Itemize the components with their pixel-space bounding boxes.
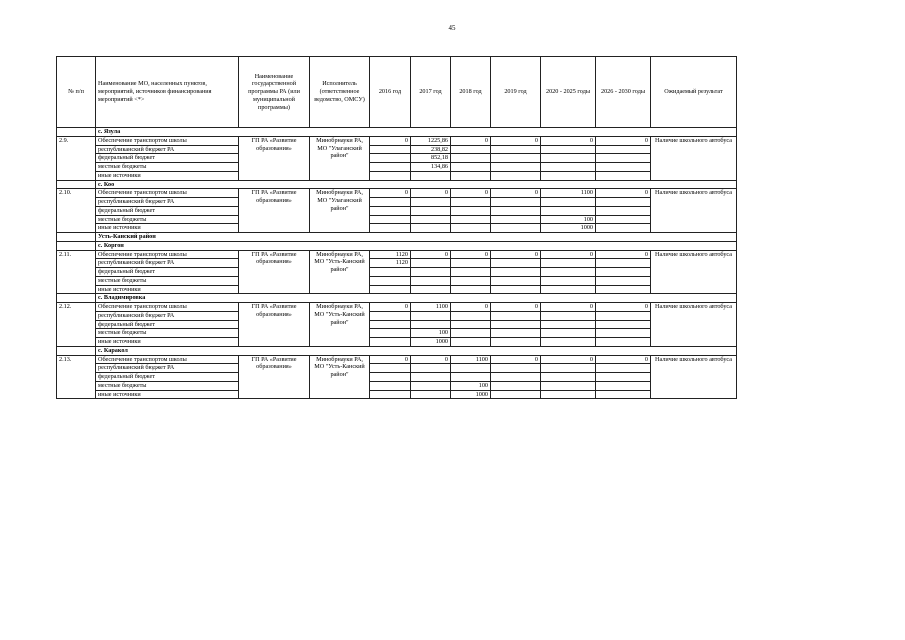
source-value [596,390,651,399]
total-value: 0 [541,355,596,364]
empty-cell [57,346,96,355]
funding-source: местные бюджеты [96,276,239,285]
source-value [451,154,491,163]
executor-name: Минобрнауки РА, МО "Улаганский район" [310,136,370,180]
source-value [491,373,541,382]
header-2020-2025: 2020 - 2025 годы [541,57,596,128]
source-value [541,206,596,215]
total-value: 0 [541,250,596,259]
total-value: 0 [541,136,596,145]
table-row [57,329,737,338]
row-number: 2.11. [57,250,96,294]
program-name: ГП РА «Развитие образования» [239,303,310,347]
table-row [57,303,737,312]
source-value [541,364,596,373]
page-number: 45 [448,24,456,32]
table-row [57,145,737,154]
total-value: 0 [596,189,651,198]
source-value [370,373,411,382]
table-row [57,259,737,268]
funding-source: республиканский бюджет РА [96,198,239,207]
source-value: 852,18 [411,154,451,163]
header-executor: Исполнитель (ответственное ведомство, ОМСУ) [310,57,370,128]
source-value [541,163,596,172]
header-program: Наименование государственной программы РА (или муниципальной программы) [239,57,310,128]
source-value [370,206,411,215]
source-value [411,320,451,329]
district-row [57,233,737,242]
executor-name: Минобрнауки РА, МО "Усть-Канский район" [310,355,370,399]
source-value [541,276,596,285]
table-row [57,381,737,390]
funding-source: федеральный бюджет [96,320,239,329]
row-number: 2.13. [57,355,96,399]
table-header-row [57,57,737,128]
total-value: 0 [370,303,411,312]
source-value [596,145,651,154]
total-value: 0 [491,250,541,259]
funding-source: иные источники [96,224,239,233]
total-value: 0 [596,250,651,259]
header-name: Наименование МО, населенных пунктов, мероприятий, источников финансирования мероприятий <*> [96,57,239,128]
source-value [451,373,491,382]
source-value [491,381,541,390]
source-value [451,198,491,207]
source-value [451,215,491,224]
total-value: 0 [491,355,541,364]
total-value: 0 [451,136,491,145]
source-value [491,259,541,268]
total-value: 0 [451,189,491,198]
source-value [451,276,491,285]
source-value [491,338,541,347]
funding-source: республиканский бюджет РА [96,311,239,320]
expected-result: Наличие школьного автобуса [651,136,737,180]
source-value [411,364,451,373]
locality-row [57,180,737,189]
source-value [541,198,596,207]
table-row [57,163,737,172]
total-value: 0 [411,355,451,364]
funding-source: иные источники [96,338,239,347]
source-value [541,390,596,399]
source-value [370,224,411,233]
source-value [596,268,651,277]
source-value [541,381,596,390]
source-value [411,276,451,285]
source-value [370,154,411,163]
source-value [596,285,651,294]
source-value [541,338,596,347]
table-row [57,206,737,215]
source-value: 238,82 [411,145,451,154]
funding-source: местные бюджеты [96,163,239,172]
source-value: 1000 [451,390,491,399]
source-value [596,215,651,224]
source-value [491,163,541,172]
source-value [491,364,541,373]
source-value [370,338,411,347]
source-value [411,224,451,233]
source-value [370,163,411,172]
source-value [451,145,491,154]
district-name: Усть-Канский район [96,233,737,242]
funding-source: федеральный бюджет [96,268,239,277]
header-2016: 2016 год [370,57,411,128]
expected-result: Наличие школьного автобуса [651,250,737,294]
source-value: 134,86 [411,163,451,172]
source-value [370,320,411,329]
table-row [57,285,737,294]
expected-result: Наличие школьного автобуса [651,355,737,399]
source-value [370,145,411,154]
source-value [451,285,491,294]
source-value [541,320,596,329]
source-value [596,198,651,207]
activity-name: Обеспечение транспортом школы [96,136,239,145]
source-value [491,154,541,163]
source-value [411,373,451,382]
source-value [451,329,491,338]
source-value [596,154,651,163]
table-row [57,373,737,382]
total-value: 0 [370,136,411,145]
source-value [541,154,596,163]
source-value: 1000 [411,338,451,347]
total-value: 0 [451,250,491,259]
source-value [451,338,491,347]
locality-name: с. Каракол [96,346,737,355]
source-value [541,311,596,320]
source-value [451,364,491,373]
expected-result: Наличие школьного автобуса [651,303,737,347]
program-table [56,56,737,399]
source-value [370,381,411,390]
total-value: 1100 [451,355,491,364]
total-value: 0 [370,355,411,364]
source-value [596,224,651,233]
source-value: 1000 [541,224,596,233]
source-value [411,259,451,268]
header-2019: 2019 год [491,57,541,128]
source-value [370,390,411,399]
total-value: 0 [541,303,596,312]
funding-source: иные источники [96,171,239,180]
source-value [370,329,411,338]
source-value [596,171,651,180]
source-value [541,268,596,277]
table-row [57,311,737,320]
table-row [57,198,737,207]
activity-name: Обеспечение транспортом школы [96,355,239,364]
total-value: 0 [596,303,651,312]
source-value [491,390,541,399]
table-row [57,136,737,145]
source-value [370,215,411,224]
source-value [596,259,651,268]
total-value: 0 [411,189,451,198]
source-value [491,311,541,320]
locality-name: с. Язула [96,128,737,137]
source-value [596,381,651,390]
source-value [451,311,491,320]
locality-row [57,294,737,303]
expected-result: Наличие школьного автобуса [651,189,737,233]
source-value [596,276,651,285]
source-value [411,198,451,207]
source-value [411,268,451,277]
row-number: 2.10. [57,189,96,233]
locality-row [57,346,737,355]
empty-cell [57,180,96,189]
source-value [541,145,596,154]
header-2026-2030: 2026 - 2030 годы [596,57,651,128]
activity-name: Обеспечение транспортом школы [96,303,239,312]
funding-source: местные бюджеты [96,215,239,224]
total-value: 0 [370,189,411,198]
source-value [596,163,651,172]
source-value [451,171,491,180]
source-value [370,364,411,373]
empty-cell [57,128,96,137]
table-row [57,355,737,364]
row-number: 2.12. [57,303,96,347]
total-value: 1100 [541,189,596,198]
funding-source: федеральный бюджет [96,373,239,382]
funding-source: местные бюджеты [96,381,239,390]
source-value [541,329,596,338]
source-value [370,285,411,294]
source-value [491,224,541,233]
total-value: 0 [596,136,651,145]
program-name: ГП РА «Развитие образования» [239,189,310,233]
row-number: 2.9. [57,136,96,180]
source-value [411,206,451,215]
table-row [57,250,737,259]
table-row [57,171,737,180]
source-value [491,268,541,277]
funding-source: иные источники [96,390,239,399]
source-value [491,206,541,215]
program-name: ГП РА «Развитие образования» [239,355,310,399]
total-value: 1100 [411,303,451,312]
header-num: № п/п [57,57,96,128]
source-value: 100 [411,329,451,338]
source-value [541,373,596,382]
funding-source: республиканский бюджет РА [96,145,239,154]
source-value [491,145,541,154]
source-value [451,320,491,329]
source-value [491,171,541,180]
table-body [57,128,737,399]
source-value [451,224,491,233]
table-row [57,320,737,329]
program-name: ГП РА «Развитие образования» [239,250,310,294]
source-value [370,198,411,207]
header-2018: 2018 год [451,57,491,128]
program-name: ГП РА «Развитие образования» [239,136,310,180]
total-value: 1120 [370,250,411,259]
source-value [596,329,651,338]
source-value [370,171,411,180]
activity-name: Обеспечение транспортом школы [96,189,239,198]
empty-cell [57,294,96,303]
table-row [57,276,737,285]
source-value: 100 [451,381,491,390]
source-value [491,285,541,294]
total-value: 0 [411,250,451,259]
source-value [370,268,411,277]
total-value: 0 [451,303,491,312]
table-row [57,189,737,198]
locality-row [57,241,737,250]
executor-name: Минобрнауки РА, МО "Улаганский район" [310,189,370,233]
executor-name: Минобрнауки РА, МО "Усть-Канский район" [310,250,370,294]
total-value: 0 [596,355,651,364]
source-value: 1120 [370,259,411,268]
table-row [57,224,737,233]
header-2017: 2017 год [411,57,451,128]
source-value [411,171,451,180]
funding-source: федеральный бюджет [96,206,239,215]
source-value [451,259,491,268]
locality-name: с. Владимировка [96,294,737,303]
activity-name: Обеспечение транспортом школы [96,250,239,259]
source-value [491,276,541,285]
locality-row [57,128,737,137]
source-value [411,285,451,294]
total-value: 0 [491,136,541,145]
funding-source: республиканский бюджет РА [96,259,239,268]
source-value [370,311,411,320]
table-row [57,338,737,347]
total-value: 0 [491,303,541,312]
table-row [57,268,737,277]
funding-source: местные бюджеты [96,329,239,338]
source-value [541,171,596,180]
source-value [541,259,596,268]
source-value [370,276,411,285]
locality-name: с. Коргон [96,241,737,250]
source-value [596,311,651,320]
table-row [57,215,737,224]
executor-name: Минобрнауки РА, МО "Усть-Канский район" [310,303,370,347]
header-result: Ожидаемый результат [651,57,737,128]
total-value: 1225,86 [411,136,451,145]
source-value [411,311,451,320]
source-value [491,329,541,338]
source-value [411,390,451,399]
source-value [411,215,451,224]
source-value [541,285,596,294]
total-value: 0 [491,189,541,198]
locality-name: с. Коо [96,180,737,189]
table-row [57,390,737,399]
source-value [596,320,651,329]
table-row [57,154,737,163]
table-row [57,364,737,373]
source-value [451,163,491,172]
empty-cell [57,241,96,250]
source-value [411,381,451,390]
source-value [596,373,651,382]
source-value [451,268,491,277]
source-value [491,198,541,207]
source-value [451,206,491,215]
source-value [596,206,651,215]
source-value [491,320,541,329]
funding-source: республиканский бюджет РА [96,364,239,373]
source-value: 100 [541,215,596,224]
source-value [491,215,541,224]
funding-source: иные источники [96,285,239,294]
source-value [596,364,651,373]
source-value [596,338,651,347]
funding-source: федеральный бюджет [96,154,239,163]
empty-cell [57,233,96,242]
